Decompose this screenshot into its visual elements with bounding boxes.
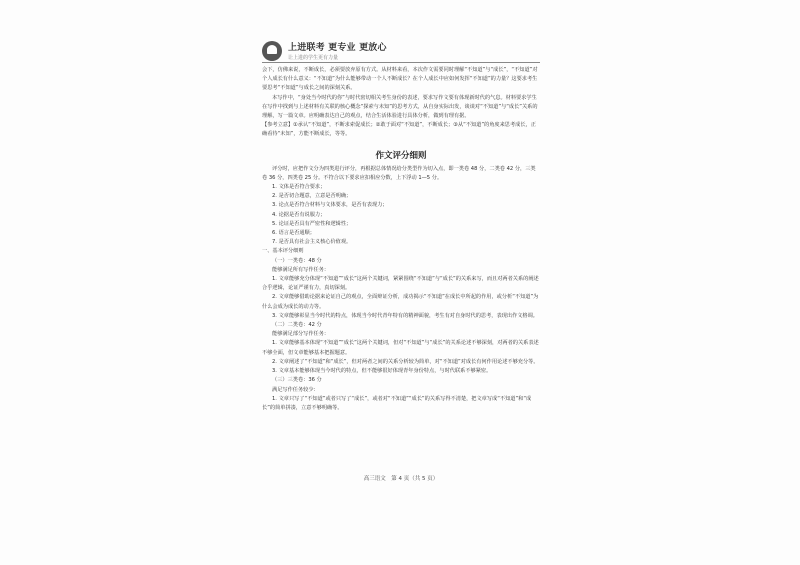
brand-slogan: 上进联考 更专业 更放心 — [288, 43, 387, 53]
class3-lead: 满足写作任务较少： — [272, 386, 319, 393]
class2-item-3: 3. 文章基本能够体现当今时代的特点，但不能够很好体现青年身份特点，与时代联系不够紧密。 — [272, 368, 492, 375]
section-title: 作文评分细则 — [375, 150, 427, 161]
basic-rules-heading: 一、基本评分细则 — [262, 248, 304, 255]
class1-item-2: 2. 文章能够借助论据来论证自己的观点，全面辩证分析，成功揭示“不知道”在成长中所起的作用，或分析“不知道”为什么会成为成长的动力等。 — [262, 294, 539, 310]
class1-lead: 能够满足所有写作任务： — [272, 266, 330, 273]
criteria-item: 2. 是否切合题意，立意是否明确； — [272, 193, 352, 200]
class3-heading: （三）三类卷：36 分 — [272, 377, 322, 384]
class3-item-1: 1. 文章只写了“不知道”或者只写了“成长”，或者对“不知道”“成长”的关系写得不清楚，把文章写成“不知道”和“成长”的简单拼凑，立意不够明确等。 — [262, 395, 532, 411]
brand-subtitle: 让上进的学生更有力量 — [288, 55, 339, 61]
criteria-item: 3. 论点是否符合材料与文体要求，是否有表现力； — [272, 202, 388, 209]
header-divider — [262, 62, 540, 63]
brand-text — [288, 40, 387, 61]
criteria-item: 7. 是否具有社会主义核心价值观。 — [272, 239, 352, 246]
page-content — [262, 66, 540, 413]
reference-ideas: 【参考立意】①承认“不知道”，不断求索促成长；②敢于面对“不知道”，不断成长；③从“不知道”的角度来思考成长，正确看待“未知”，方能不断成长，等等。 — [262, 122, 536, 138]
class2-lead: 能够满足部分写作任务： — [272, 331, 330, 338]
criteria-item: 1. 文体是否符合要求； — [272, 184, 326, 191]
criteria-item: 6. 语言是否通顺； — [272, 230, 315, 237]
paragraph-2: 本写作中，“身处当今时代的你”与时代密切相关考生身份的表述，要求写作文要有体现新时代的气息。材料要求学生在写作中找到与上述材料有关联的核心概念“探索与未知”的思考方式，从自身实际出发，谈谈对“不知道”与“成长”关系的理解，写一篇文章。应明确表达自己的观点，结合生活体验进行具体分析，做到有理有据。 — [262, 94, 538, 120]
class2-item-1: 1. 文章能够基本体现“不知道”“成长”这两个关键词，但对“不知道”与“成长”的关系论述不够深刻，对两者的关系表述不够全面，但文章能够基本把握题意。 — [262, 340, 539, 356]
class1-heading: （一）一类卷：48 分 — [272, 257, 322, 264]
paragraph-1: 会下，仿佛来说，不断成长，必须要放弃原有方式。从材料来看，本次作文需要同时理解“不知道”与“成长”，“不知道”对个人成长有什么意义：“不知道”为什么能够带动一个人不断成长？在个人成长中应如何发挥“不知道”的力量？这要求考生要思考“不知道”与成长之间的深刻关系。 — [262, 67, 538, 92]
criteria-item: 4. 论据是否有说服力； — [272, 211, 326, 218]
class2-heading: （二）二类卷：42 分 — [272, 322, 322, 329]
class1-item-3: 3. 文章能够彰显当今时代的特点，体现当今时代青年特有的精神面貌，考生有对自身时代的思考，表现出作文格调。 — [272, 312, 538, 319]
page-footer: 高三语文 第 4 页（共 5 页） — [363, 476, 439, 482]
class1-item-1: 1. 文章能够充分体现“不知道”“成长”这两个关键词，紧紧围绕“不知道”与“成长”的关系来写，而且对两者关系的阐述合乎逻辑，论证严谨有力，真切深刻。 — [262, 276, 539, 292]
brand-logo-icon — [262, 41, 282, 61]
criteria-item: 5. 论证是否具有严密性和逻辑性； — [272, 220, 352, 227]
scoring-intro: 评分时，应把作文分为四类进行评分，再根据总体情况给分类型作为切入点，即一类卷 48 分，二类卷 42 分，三类卷 36 分，四类卷 25 分。不符合以下要求应扣相应分数，上下浮动 1—5 分。 — [262, 165, 536, 181]
class2-item-2: 2. 文章阐述了“不知道”和“成长”，但对两者之间的关系分析较为简单，对“不知道”对成长有何作用论述不够充分等。 — [272, 358, 539, 365]
page-header — [262, 40, 387, 61]
